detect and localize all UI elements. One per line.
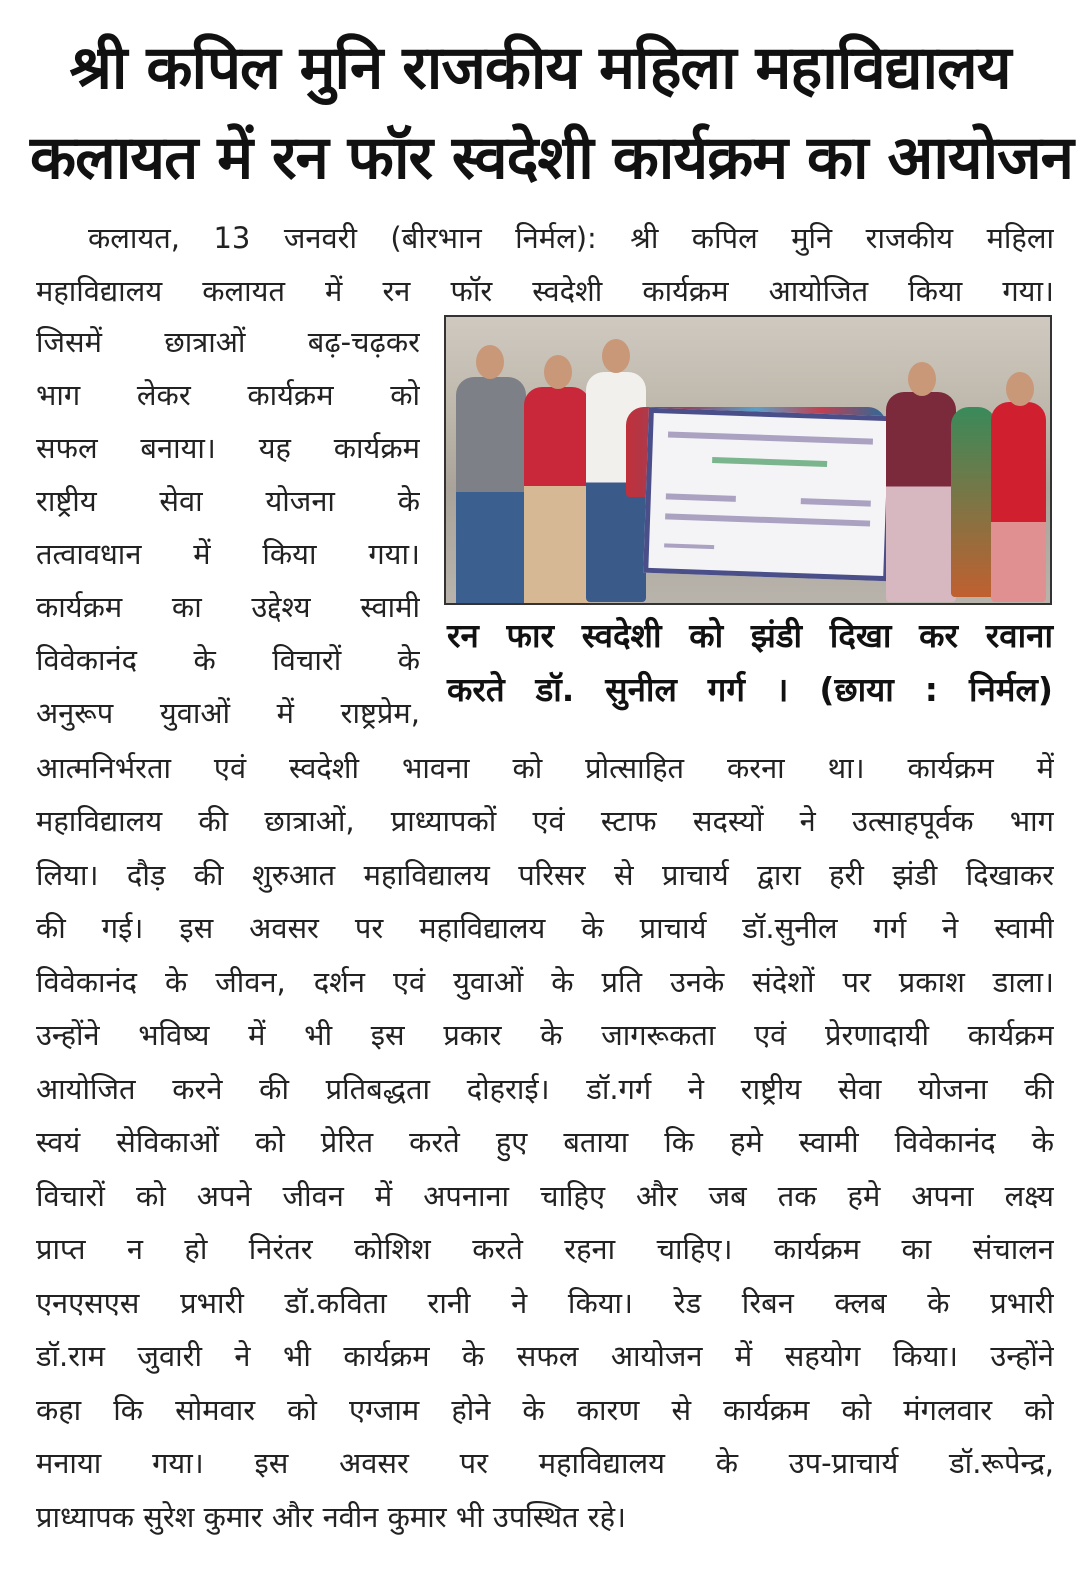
body-line: की गई। इस अवसर पर महाविद्यालय के प्राचार्य डॉ.सुनील गर्ग ने स्वामी [36,911,1054,945]
body-line: राष्ट्रीय सेवा योजना के [36,484,420,518]
body-line: भाग लेकर कार्यक्रम को [36,378,420,412]
body-line: अनुरूप युवाओं में राष्ट्रप्रेम, [36,696,420,730]
body-line: विवेकानंद के जीवन, दर्शन एवं युवाओं के प्रति उनके संदेशों पर प्रकाश डाला। [36,965,1054,999]
body-line: लिया। दौड़ की शुरुआत महाविद्यालय परिसर से प्राचार्य द्वारा हरी झंडी दिखाकर [36,858,1054,892]
body-line: महाविद्यालय कलायत में रन फॉर स्वदेशी कार्यक्रम आयोजित किया गया। [36,274,1054,308]
body-line: जिसमें छात्राओं बढ़-चढ़कर [36,325,420,359]
body-line: कार्यक्रम का उद्देश्य स्वामी [36,590,420,624]
body-line: स्वयं सेविकाओं को प्रेरित करते हुए बताया कि हमे स्वामी विवेकानंद के [36,1125,1054,1159]
body-line: मनाया गया। इस अवसर पर महाविद्यालय के उप-प्राचार्य डॉ.रूपेन्द्र, [36,1446,1054,1480]
body-line: प्राप्त न हो निरंतर कोशिश करते रहना चाहिए। कार्यक्रम का संचालन [36,1232,1054,1266]
body-line: प्राध्यापक सुरेश कुमार और नवीन कुमार भी उपस्थित रहे। [36,1500,627,1534]
body-line: विचारों को अपने जीवन में अपनाना चाहिए और जब तक हमे अपना लक्ष्य [36,1179,1054,1213]
body-line: एनएसएस प्रभारी डॉ.कविता रानी ने किया। रेड रिबन क्लब के प्रभारी [36,1286,1054,1320]
body-line: सफल बनाया। यह कार्यक्रम [36,431,420,465]
body-line: आयोजित करने की प्रतिबद्धता दोहराई। डॉ.गर्ग ने राष्ट्रीय सेवा योजना की [36,1072,1054,1106]
banner [643,408,894,581]
photo-caption-line-2: करते डॉ. सुनील गर्ग । (छाया : निर्मल) [447,670,1053,709]
body-line: डॉ.राम जुवारी ने भी कार्यक्रम के सफल आयोजन में सहयोग किया। उन्होंने [36,1339,1054,1373]
photo-caption-line-1: रन फार स्वदेशी को झंडी दिखा कर रवाना [447,616,1053,655]
news-photo [444,315,1052,605]
body-line: तत्वावधान में किया गया। [36,537,420,571]
headline-line-2: कलायत में रन फॉर स्वदेशी कार्यक्रम का आयोजन [30,123,1073,193]
headline-line-1: श्री कपिल मुनि राजकीय महिला महाविद्यालय [69,33,1011,103]
dateline: कलायत, 13 जनवरी (बीरभान निर्मल): श्री कपिल मुनि राजकीय महिला [88,221,1054,255]
body-line: आत्मनिर्भरता एवं स्वदेशी भावना को प्रोत्साहित करना था। कार्यक्रम में [36,751,1054,785]
body-line: कहा कि सोमवार को एग्जाम होने के कारण से कार्यक्रम को मंगलवार को [36,1393,1054,1427]
body-line: महाविद्यालय की छात्राओं, प्राध्यापकों एवं स्टाफ सदस्यों ने उत्साहपूर्वक भाग [36,804,1054,838]
body-line: विवेकानंद के विचारों के [36,643,420,677]
body-line: उन्होंने भविष्य में भी इस प्रकार के जागरूकता एवं प्रेरणादायी कार्यक्रम [36,1018,1054,1052]
